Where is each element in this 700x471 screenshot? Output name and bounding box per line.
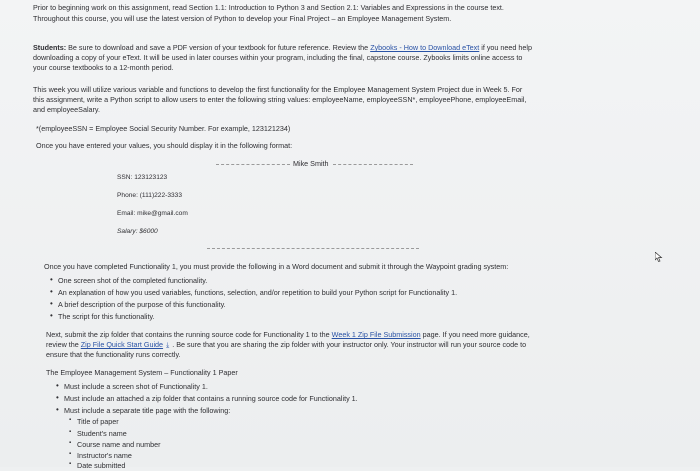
bullet-icon: • — [50, 299, 53, 308]
next-text-after: . Be sure that you are sharing the zip folder with your instructor only. Your instructor will run your source code to — [172, 340, 527, 349]
sample-dash-left — [216, 164, 290, 165]
students-text: Be sure to download and save a PDF version of your textbook for future reference. Review the — [66, 43, 371, 52]
list-item: A brief description of the purpose of this functionality. — [58, 300, 226, 309]
list-item: An explanation of how you used variables, functions, selection, and/or repetition to build your Python script for Functionality 1. — [58, 288, 458, 297]
sub-bullet-icon: ▪ — [69, 429, 72, 435]
sample-dash-bottom — [207, 248, 419, 249]
sub-list-item: Course name and number — [77, 440, 161, 449]
next-line-2 — [46, 340, 526, 350]
sample-ssn: SSN: 123123123 — [117, 174, 168, 181]
after-functionality-text: Once you have completed Functionality 1, you must provide the following in a Word document and submit it through the Waypoint grading system: — [44, 262, 509, 271]
bullet-icon: • — [50, 275, 53, 284]
sub-bullet-icon: ▪ — [69, 451, 72, 457]
display-intro: Once you have entered your values, you should display it in the following format: — [36, 141, 293, 150]
list-item: One screen shot of the completed functionality. — [58, 276, 208, 285]
sample-dash-right — [333, 164, 413, 165]
zybooks-download-link[interactable]: Zybooks - How to Download eText — [370, 43, 480, 52]
students-line-3: your course textbooks to a 12-month period. — [33, 63, 174, 72]
week-line-3: and employeeSalary. — [33, 105, 100, 114]
sub-bullet-icon: ▪ — [69, 461, 72, 467]
list-item: The script for this functionality. — [58, 312, 155, 321]
next-text-after: page. If you need more guidance, — [420, 330, 530, 339]
download-icon[interactable]: ⤓ — [166, 340, 170, 349]
sample-salary: Salary: $6000 — [117, 228, 158, 235]
intro-line-2: Throughout this course, you will use the latest version of Python to develop your Final Project – an Employee Management System. — [33, 14, 452, 23]
sub-bullet-icon: ▪ — [69, 417, 72, 423]
students-text-after: if you need help — [479, 43, 532, 52]
bullet-icon: • — [56, 381, 59, 390]
zip-quick-start-link[interactable]: Zip File Quick Start Guide — [80, 340, 164, 349]
sub-bullet-icon: ▪ — [69, 440, 72, 446]
mouse-cursor-icon — [655, 252, 663, 262]
next-line-3: ensure that the functionality runs correctly. — [46, 350, 181, 359]
ssn-note: *(employeeSSN = Employee Social Security Number. For example, 123121234) — [36, 124, 291, 133]
sample-phone: Phone: (111)222-3333 — [117, 192, 183, 199]
week-line-1: This week you will utilize various variable and functions to develop the first functionality for the Employee Management System Project due in Week 5. For — [33, 85, 523, 94]
bullet-icon: • — [56, 405, 59, 414]
list-item: Must include a separate title page with the following: — [64, 406, 231, 415]
intro-line-1: Prior to beginning work on this assignment, read Section 1.1: Introduction to Python 3 and Section 2.1: Variables and Expressions in the course text. — [33, 3, 504, 12]
list-item: Must include a screen shot of Functionality 1. — [64, 382, 208, 391]
sample-email: Email: mike@gmail.com — [117, 210, 188, 217]
students-line-2: downloading a copy of your eText. It will be used in later courses within your program, including the final, capstone course. Zybooks limits online access to — [33, 53, 523, 62]
students-label: Students: — [33, 43, 67, 52]
students-line-1 — [33, 43, 532, 53]
week-line-2: this assignment, write a Python script to allow users to enter the following string values: employeeName, employeeSSN*, employeePhone, employeeEmail, — [33, 95, 527, 104]
bullet-icon: • — [50, 287, 53, 296]
sample-header-name: Mike Smith — [293, 159, 329, 168]
list-item: Must include an attached a zip folder that contains a running source code for Functionality 1. — [64, 394, 358, 403]
sub-list-item: Date submitted — [77, 461, 126, 470]
sub-list-item: Student's name — [77, 429, 127, 438]
week1-zip-submission-link[interactable]: Week 1 Zip File Submission — [331, 330, 421, 339]
bullet-icon: • — [56, 393, 59, 402]
sub-list-item: Title of paper — [77, 417, 119, 426]
bullet-icon: • — [50, 311, 53, 320]
next-line-1 — [46, 330, 530, 340]
next-text: review the — [46, 340, 81, 349]
next-text: Next, submit the zip folder that contains the running source code for Functionality 1 to the — [46, 330, 332, 339]
paper-title: The Employee Management System – Functionality 1 Paper — [46, 368, 238, 377]
sub-list-item: Instructor's name — [77, 451, 132, 460]
